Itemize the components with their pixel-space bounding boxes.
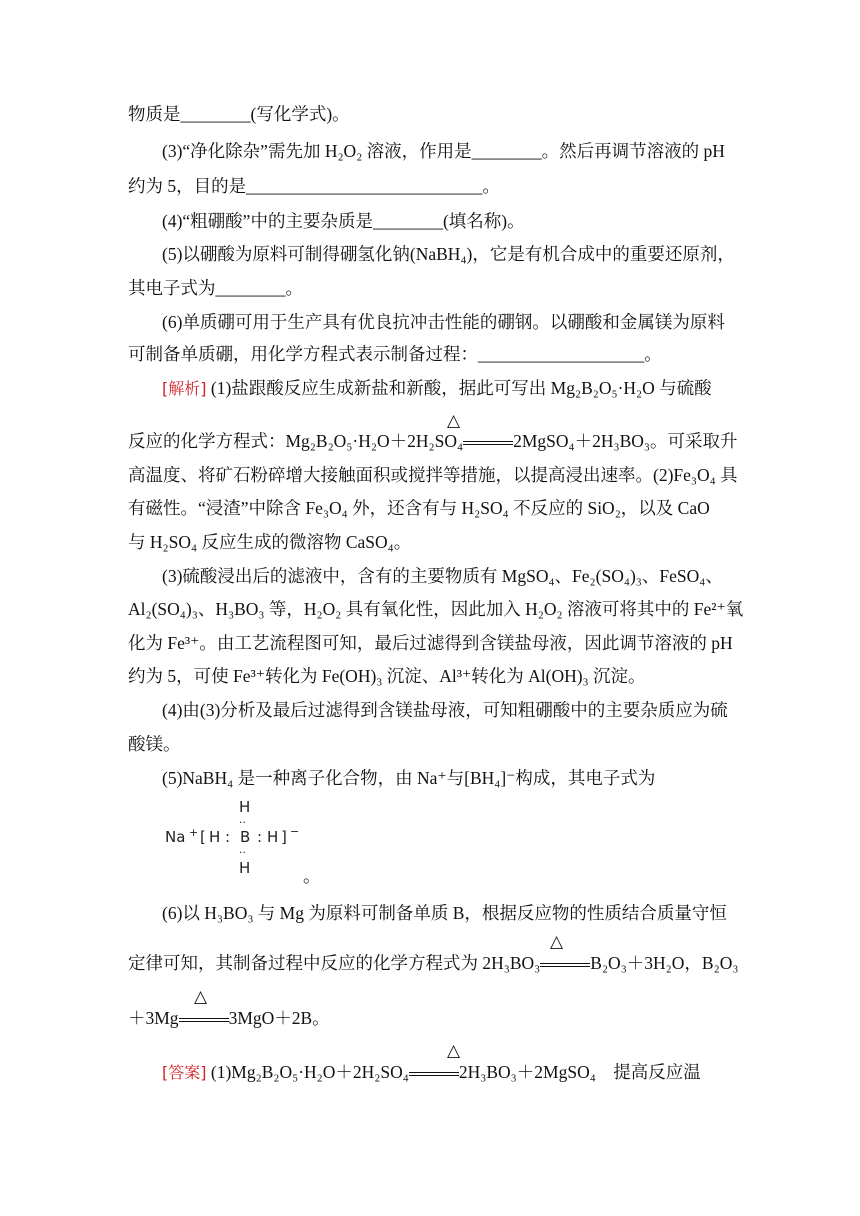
text-segment: 反应的化学方程式：Mg₂B₂O₅·H₂O＋2H₂SO₄ xyxy=(128,431,464,451)
na-symbol: Na xyxy=(165,828,186,846)
text-line: Al₂(SO₄)₃、H₃BO₃ 等，H₂O₂ 具有氧化性，因此加入 H₂O₂ 溶液可将其中的 Fe²⁺氧 xyxy=(128,599,744,619)
colon-right: : xyxy=(257,828,263,846)
answer-line xyxy=(162,1061,701,1084)
text-segment: B₂O₃＋3H₂O，B₂O₃ xyxy=(590,953,739,973)
text-segment: ＋3Mg xyxy=(128,1008,179,1028)
bracket-charge: − xyxy=(290,825,300,838)
dots-bottom: ·· xyxy=(239,846,246,859)
text-line: 约为 5，可使 Fe³⁺转化为 Fe(OH)₃ 沉淀、Al³⁺转化为 Al(OH)₃ 沉淀。 xyxy=(128,666,646,686)
answer-label: [答案] xyxy=(162,1063,207,1082)
text-line: 可制备单质硼，用化学方程式表示制备过程：___________________。 xyxy=(128,344,662,364)
h-top: H xyxy=(239,798,251,816)
colon-left: : xyxy=(225,828,231,846)
right-bracket: ] xyxy=(281,828,287,846)
text-line: 物质是________(写化学式)。 xyxy=(128,104,350,124)
text-line: (5)NaBH₄ 是一种离子化合物，由 Na⁺与[BH₄]⁻构成，其电子式为 xyxy=(162,768,656,788)
equation-line xyxy=(128,1007,330,1029)
h-left: H xyxy=(209,828,221,846)
equals-sign xyxy=(463,438,513,448)
text-line: 与 H₂SO₄ 反应生成的微溶物 CaSO₄。 xyxy=(128,532,412,552)
text-line: 化为 Fe³⁺。由工艺流程图可知，最后过滤得到含镁盐母液，因此调节溶液的 pH xyxy=(128,633,733,653)
electron-formula xyxy=(165,798,305,883)
text-line: (4)由(3)分析及最后过滤得到含镁盐母液，可知粗硼酸中的主要杂质应为硫 xyxy=(162,700,728,720)
equals-sign xyxy=(540,960,590,970)
text-line: (5)以硼酸为原料可制得硼氢化钠(NaBH₄)，它是有机合成中的重要还原剂， xyxy=(162,244,735,264)
heat-symbol: △ xyxy=(447,411,461,431)
text-line: 其电子式为________。 xyxy=(128,278,303,298)
text-line: (6)单质硼可用于生产具有优良抗冲击性能的硼钢。以硼酸和金属镁为原料 xyxy=(162,312,725,332)
text-line: (4)“粗硼酸”中的主要杂质是________(填名称)。 xyxy=(162,211,525,231)
equals-sign xyxy=(179,1015,229,1025)
text-segment: 2MgSO₄＋2H₃BO₃。可采取升 xyxy=(513,431,738,451)
heat-symbol: △ xyxy=(194,987,208,1007)
text-segment: 定律可知，其制备过程中反应的化学方程式为 2H₃BO₃ xyxy=(128,953,541,973)
text-line: 。 xyxy=(303,866,321,886)
text-line: (3)“净化除杂”需先加 H₂O₂ 溶液，作用是________。然后再调节溶液的 pH xyxy=(162,141,725,161)
equation-line xyxy=(128,952,738,974)
left-bracket: [ xyxy=(200,828,206,846)
equation-line xyxy=(128,430,738,452)
text-segment: 3MgO＋2B。 xyxy=(228,1008,330,1028)
text-line: 高温度、将矿石粉碎增大接触面积或搅拌等措施，以提高浸出速率。(2)Fe₃O₄ 具 xyxy=(128,465,738,485)
text-line: 酸镁。 xyxy=(128,734,181,754)
text-line: (6)以 H₃BO₃ 与 Mg 为原料可制备单质 B，根据反应物的性质结合质量守恒 xyxy=(162,903,727,923)
text-segment: (1)盐跟酸反应生成新盐和新酸，据此可写出 Mg₂B₂O₅·H₂O 与硫酸 xyxy=(210,378,712,398)
na-charge: + xyxy=(189,826,199,839)
heat-symbol: △ xyxy=(550,932,564,952)
dots-top: ·· xyxy=(239,816,246,829)
h-right: H xyxy=(267,828,279,846)
analysis-label: [解析] xyxy=(162,379,207,398)
text-segment: 2H₃BO₃＋2MgSO₄ 提高反应温 xyxy=(458,1062,701,1082)
text-line: (3)硫酸浸出后的滤液中，含有的主要物质有 MgSO₄、Fe₂(SO₄)₃、FeSO₄、 xyxy=(162,566,723,586)
text-line: 约为 5，目的是___________________________。 xyxy=(128,176,500,196)
heat-symbol: △ xyxy=(447,1041,461,1061)
h-bottom: H xyxy=(239,859,251,877)
equals-sign xyxy=(409,1069,459,1079)
text-line: 有磁性。“浸渣”中除含 Fe₃O₄ 外，还含有与 H₂SO₄ 不反应的 SiO₂，以及 CaO xyxy=(128,498,710,518)
analysis-line xyxy=(162,377,712,400)
text-segment: (1)Mg₂B₂O₅·H₂O＋2H₂SO₄ xyxy=(210,1062,409,1082)
boron-symbol: B xyxy=(240,828,251,846)
